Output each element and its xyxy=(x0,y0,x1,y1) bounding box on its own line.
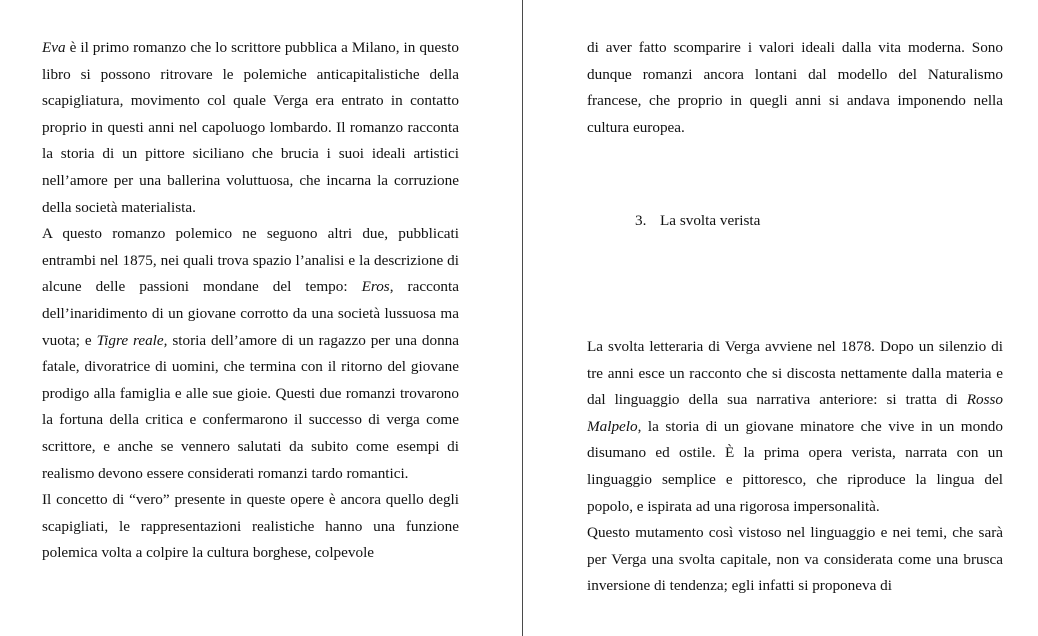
title-rosso-malpelo: Rosso Malpelo xyxy=(587,391,1003,435)
right-page-body xyxy=(587,334,1003,600)
paragraph-eros-tigre xyxy=(42,221,459,487)
left-page-body xyxy=(42,35,459,567)
paragraph-text: di aver fatto scomparire i valori ideali dalla vita moderna. Sono dunque romanzi ancora lontani dal modello del Naturalismo francese, che proprio in quegli anni si andava imponendo nella cultura europea. xyxy=(587,39,1003,136)
paragraph-text: Questo mutamento così vistoso nel linguaggio e nei temi, che sarà per Verga una svolta capitale, non va considerata come una brusca inversione di tendenza; egli infatti si proponeva di xyxy=(587,524,1003,595)
paragraph-continuation xyxy=(587,35,1003,141)
right-page xyxy=(523,0,1038,636)
paragraph-mutamento xyxy=(587,520,1003,600)
section-heading xyxy=(635,208,760,235)
paragraph-text: storia dell’amore di un ragazzo per una donna fatale, divoratrice di uomini, che termina con il ritorno del giovane prodigo alla famiglia e alle sue gioie. Questi due romanzi trovarono la fortuna della critica e confermarono il successo di verga come scrittore, e anche se vennero salutati da subito come esempi di realismo devono essere considerati romanzi tardo romantici. xyxy=(42,331,460,482)
title-eva: Eva xyxy=(42,39,66,56)
paragraph-vero xyxy=(42,487,459,567)
paragraph-text: , racconta dell’inaridimento di un giovane corrotto da una società lussuosa ma vuota; e xyxy=(42,278,459,349)
paragraph-text: A questo romanzo polemico ne seguono altri due, pubblicati entrambi nel 1875, nei quali trova spazio l’analisi e la descrizione di alcune delle passioni mondane del tempo: xyxy=(42,225,459,296)
paragraph-text: La svolta letteraria di Verga avviene nel 1878. Dopo un silenzio di tre anni esce un racconto che si discosta nettamente dalla materia e dal linguaggio della sua narrativa anteriore: si tratta di xyxy=(587,338,1003,409)
section-title: La svolta verista xyxy=(660,212,761,229)
paragraph-text: , la storia di un giovane minatore che vive in un mondo disumano ed ostile. È la prima opera verista, narrata con un linguaggio semplice e pittoresco, che riproduce la lingua del popolo, e ispirata ad una rigorosa impersonalità. xyxy=(587,417,1003,515)
paragraph-text: Il concetto di “vero” presente in queste opere è ancora quello degli scapigliati, le rappresentazioni realistiche hanno una funzione polemica volta a colpire la cultura borghese, colpevole xyxy=(42,491,459,562)
title-tigre-reale: Tigre reale, xyxy=(96,331,168,349)
right-page-continuation xyxy=(587,35,1003,141)
paragraph-eva xyxy=(42,35,459,221)
section-number: 3. xyxy=(635,212,647,229)
paragraph-svolta xyxy=(587,334,1003,520)
title-eros: Eros xyxy=(361,278,390,296)
paragraph-text: è il primo romanzo che lo scrittore pubblica a Milano, in questo libro si possono ritrovare le polemiche anticapitalistiche della scapigliatura, movimento col quale Verga era entrato in contatto proprio in questi anni nel capoluogo lombardo. Il romanzo racconta la storia di un pittore siciliano che brucia i suoi ideali artistici nell’amore per una ballerina voluttuosa, che incarna la corruzione della società materialista. xyxy=(42,39,459,216)
